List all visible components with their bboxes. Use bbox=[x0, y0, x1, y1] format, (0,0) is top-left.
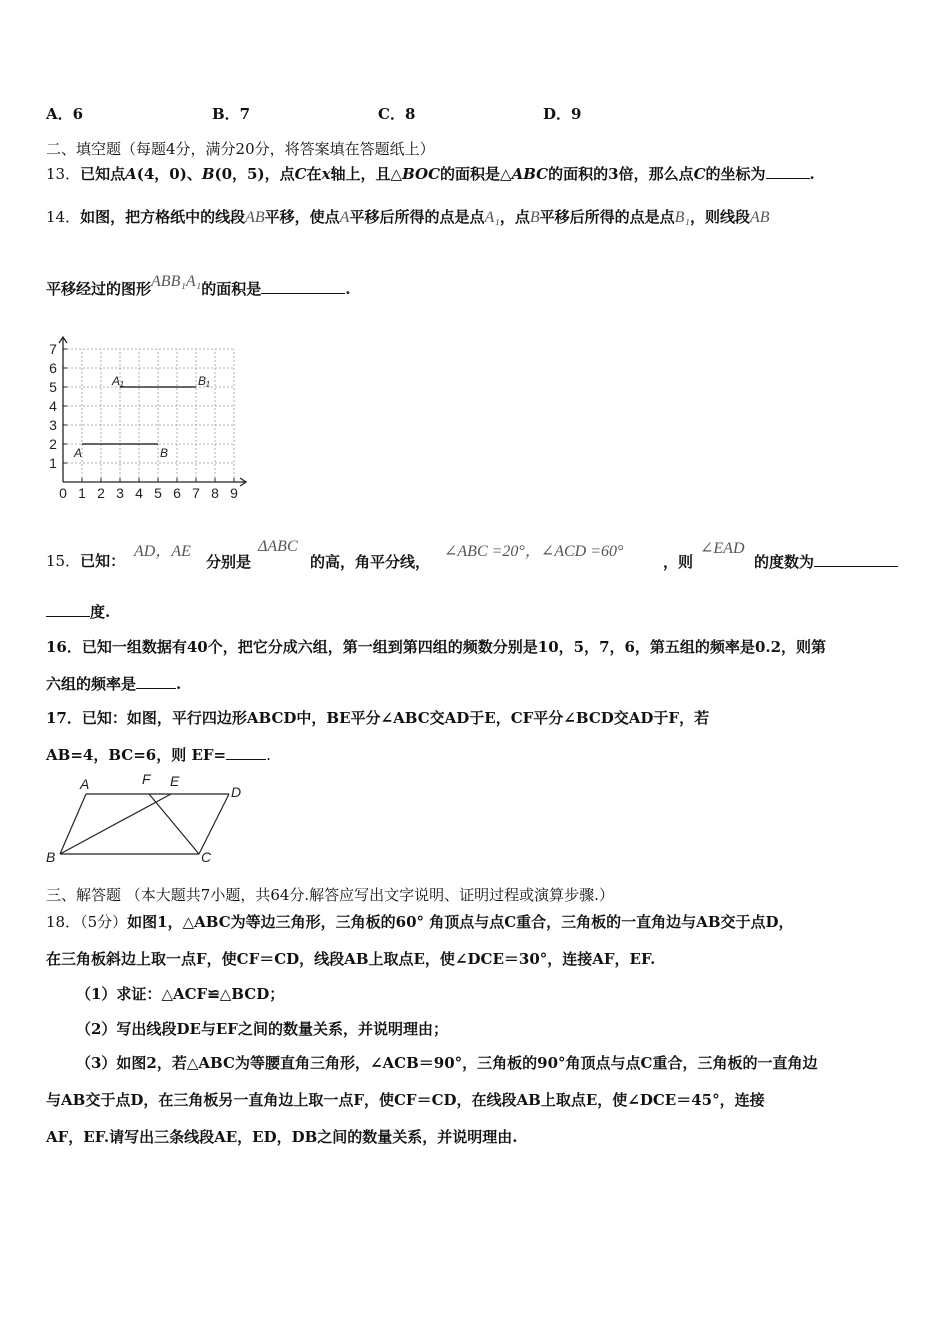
q14-line1 bbox=[46, 206, 770, 227]
q15-number: 15． bbox=[46, 552, 81, 570]
y-tick-label: 7 bbox=[49, 341, 57, 357]
label-e: E bbox=[170, 773, 180, 789]
q13-c1: (4，0)、 bbox=[136, 165, 202, 183]
q16-line1: 16．已知一组数据有40个，把它分成六组，第一组到第四组的频数分别是10，5，7，6，第五组的频率是0.2，则第 bbox=[46, 638, 827, 656]
x-tick-label: 0 bbox=[59, 485, 67, 501]
x-tick-label: 7 bbox=[192, 485, 200, 501]
q15-t5-text: 的度数为 bbox=[754, 553, 815, 571]
q14-m4: B bbox=[529, 209, 540, 226]
x-tick-label: 8 bbox=[211, 485, 219, 501]
q18-number: 18． bbox=[46, 913, 81, 931]
q16-line2-text: 六组的频率是 bbox=[46, 675, 137, 693]
q13-t1: 已知点 bbox=[80, 165, 126, 183]
q14-t5: 平移后所得的点是点 bbox=[539, 208, 675, 226]
q14-t6: ，则线段 bbox=[689, 208, 750, 226]
q13-t2: 在 bbox=[306, 165, 322, 183]
q14-m1: AB bbox=[245, 209, 265, 226]
q14-m3: A₁ bbox=[484, 209, 500, 226]
q18-sub1: （1）求证：△ACF≌△BCD； bbox=[76, 985, 285, 1003]
q14-t8: 的面积是 bbox=[201, 280, 262, 298]
q13-t4: 的面积是△ bbox=[440, 165, 512, 183]
label-a: A bbox=[80, 776, 90, 792]
segment-cf bbox=[149, 794, 199, 854]
q16-line2 bbox=[46, 673, 181, 694]
side-ab bbox=[60, 794, 86, 854]
q14-number: 14． bbox=[46, 208, 81, 226]
q13-C: C bbox=[294, 165, 307, 183]
q13-ABC: ABC bbox=[511, 165, 549, 183]
q13-A: A bbox=[125, 165, 137, 183]
q17-end: . bbox=[266, 746, 271, 764]
x-tick-label: 2 bbox=[97, 485, 105, 501]
q13-B: B bbox=[201, 165, 215, 183]
q14-t1: 如图，把方格纸中的线段 bbox=[80, 208, 246, 226]
q15-line1 bbox=[46, 550, 125, 571]
segment-be bbox=[60, 794, 171, 854]
x-tick-label: 3 bbox=[116, 485, 124, 501]
q18-sub2: （2）写出线段DE与EF之间的数量关系，并说明理由； bbox=[76, 1020, 448, 1038]
segment-end-label: B₁ bbox=[198, 374, 210, 388]
q15-t1: 已知： bbox=[80, 552, 126, 570]
y-tick-labels bbox=[49, 341, 57, 471]
label-b: B bbox=[46, 849, 56, 865]
label-d: D bbox=[231, 784, 242, 800]
label-f: F bbox=[142, 771, 151, 787]
q15-m2: ΔABC bbox=[258, 538, 298, 555]
q13-c2: (0，5)，点 bbox=[214, 165, 295, 183]
q15-t2: 分别是 bbox=[206, 553, 252, 571]
q14-m7: ABB₁A₁ bbox=[151, 273, 202, 290]
grid-lines bbox=[63, 349, 234, 482]
q14-t7: 平移经过的图形 bbox=[46, 280, 152, 298]
side-cd bbox=[199, 794, 229, 854]
segment-start-label: A bbox=[74, 446, 83, 460]
q18-sub3b: 与AB交于点D，在三角板另一直角边上取一点F，使CF＝CD，在线段AB上取点E，使∠DCE＝45°，连接 bbox=[46, 1091, 765, 1109]
q14-t3: 平移后所得的点是点 bbox=[349, 208, 485, 226]
q15-answer-blank2 bbox=[46, 616, 90, 617]
q15-m1: AD，AE bbox=[134, 543, 191, 560]
y-tick-label: 1 bbox=[49, 455, 57, 471]
x-tick-label: 4 bbox=[135, 485, 143, 501]
y-tick-label: 4 bbox=[49, 398, 57, 414]
option-b: B．7 bbox=[212, 105, 251, 123]
q15-t3: 的高，角平分线， bbox=[310, 553, 431, 571]
q16-answer-blank bbox=[136, 688, 176, 689]
axes bbox=[59, 337, 246, 486]
q13 bbox=[46, 163, 815, 184]
q15-answer-blank bbox=[814, 566, 898, 567]
q14-m2: A bbox=[339, 209, 350, 226]
q15-t6: 度. bbox=[90, 603, 111, 621]
q14-end: . bbox=[345, 280, 351, 298]
q13-t5: 的面积的3倍，那么点 bbox=[548, 165, 694, 183]
label-c: C bbox=[201, 849, 212, 865]
q17-answer-blank bbox=[226, 759, 266, 760]
segment-start-label: A₁ bbox=[112, 374, 124, 388]
y-tick-label: 6 bbox=[49, 360, 57, 376]
q14-m6: AB bbox=[749, 209, 770, 226]
y-tick-label: 5 bbox=[49, 379, 57, 395]
q13-BOC: BOC bbox=[402, 165, 441, 183]
q17-line2-text: AB=4，BC=6，则 EF= bbox=[46, 746, 227, 764]
q18-sub3a: （3）如图2，若△ABC为等腰直角三角形，∠ACB＝90°，三角板的90°角顶点与点C重合，三角板的一直角边 bbox=[76, 1054, 818, 1072]
x-tick-label: 5 bbox=[154, 485, 162, 501]
section3-heading: 三、解答题 （本大题共7小题，共64分.解答应写出文字说明、证明过程或演算步骤.） bbox=[46, 886, 614, 904]
y-tick-label: 3 bbox=[49, 417, 57, 433]
q16-end: . bbox=[176, 675, 182, 693]
q15-m3: ∠ABC =20°，∠ACD =60° bbox=[444, 543, 624, 560]
q14-t4: ，点 bbox=[499, 208, 530, 226]
q17-line2 bbox=[46, 744, 271, 765]
y-tick-label: 2 bbox=[49, 436, 57, 452]
option-c: C．8 bbox=[378, 105, 416, 123]
q18-score: （5分） bbox=[80, 913, 128, 931]
q15-m4: ∠EAD bbox=[700, 540, 745, 557]
x-tick-label: 1 bbox=[78, 485, 86, 501]
q18-line1-text: 如图1，△ABC为等边三角形，三角板的60° 角顶点与点C重合，三角板的一直角边与AB交于点D， bbox=[127, 913, 794, 931]
segment-end-label: B bbox=[160, 446, 169, 460]
q14-line2 bbox=[46, 273, 351, 299]
q15-line2 bbox=[46, 601, 110, 622]
parallelogram-figure bbox=[44, 770, 249, 866]
x-tick-label: 9 bbox=[230, 485, 238, 501]
q14-m5: B₁ bbox=[674, 209, 690, 226]
q15-t5 bbox=[754, 551, 898, 572]
q13-end: . bbox=[809, 165, 815, 183]
grid-figure bbox=[40, 332, 262, 507]
q14-t2: 平移，使点 bbox=[264, 208, 340, 226]
q15-t4: ，则 bbox=[663, 553, 694, 571]
q13-t6: 的坐标为 bbox=[705, 165, 766, 183]
q13-C2: C bbox=[693, 165, 706, 183]
section2-heading: 二、填空题（每题4分，满分20分，将答案填在答题纸上） bbox=[46, 140, 435, 158]
q18-sub3c: AF，EF.请写出三条线段AE，ED，DB之间的数量关系，并说明理由. bbox=[46, 1128, 518, 1146]
q18-line2: 在三角板斜边上取一点F，使CF＝CD，线段AB上取点E，使∠DCE＝30°，连接AF，EF. bbox=[46, 950, 656, 968]
q18-line1 bbox=[46, 911, 794, 932]
q13-t3: 轴上，且△ bbox=[330, 165, 403, 183]
q17-line1: 17．已知：如图，平行四边形ABCD中，BE平分∠ABC交AD于E，CF平分∠BCD交AD于F，若 bbox=[46, 709, 710, 727]
option-d: D．9 bbox=[543, 105, 582, 123]
option-a: A．6 bbox=[46, 105, 84, 123]
x-tick-labels bbox=[59, 485, 238, 501]
q13-number: 13． bbox=[46, 165, 81, 183]
q13-answer-blank bbox=[766, 178, 810, 179]
segments bbox=[73, 374, 210, 460]
q14-answer-blank bbox=[261, 293, 345, 294]
q13-x: x bbox=[321, 165, 331, 183]
x-tick-label: 6 bbox=[173, 485, 181, 501]
